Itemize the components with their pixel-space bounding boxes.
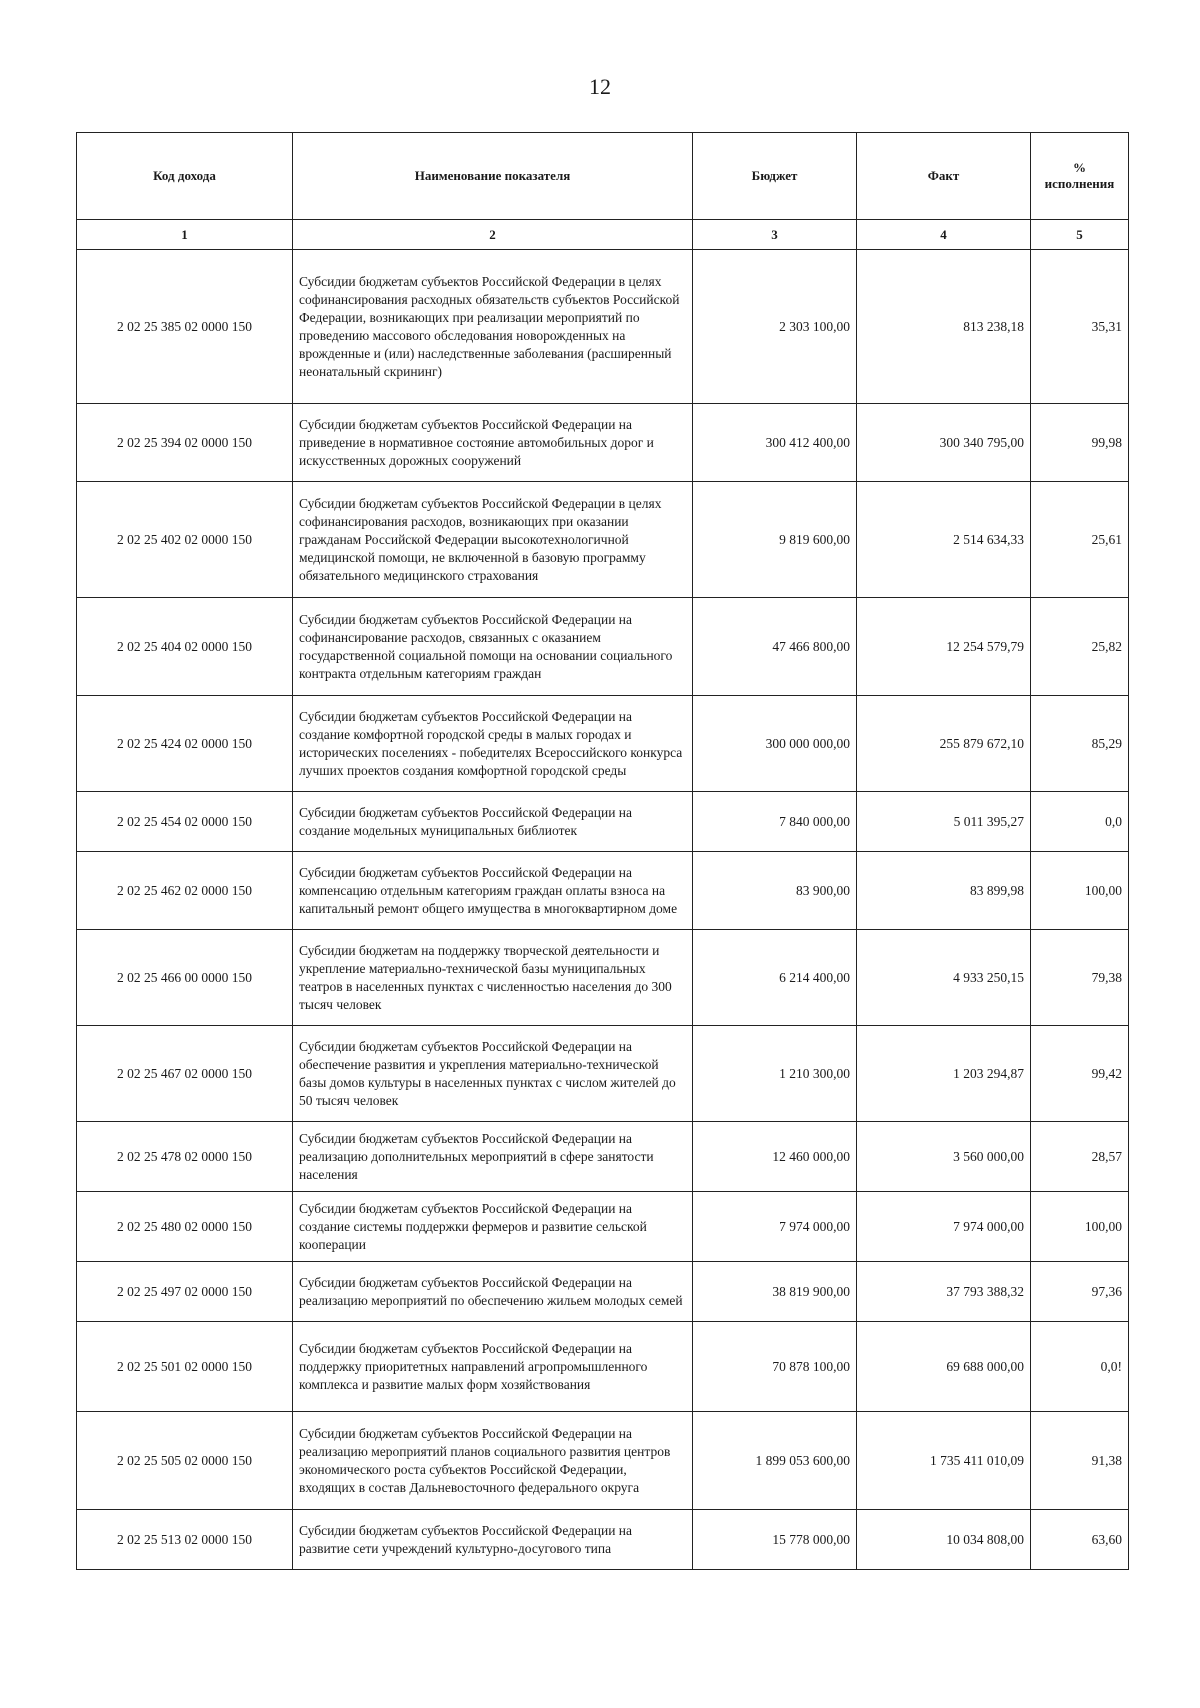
table-row (77, 1026, 1129, 1122)
percent-value: 85,29 (1031, 696, 1129, 792)
indicator-name: Субсидии бюджетам субъектов Российской Федерации на приведение в нормативное состояние автомобильных дорог и искусственных дорожных сооружений (293, 404, 693, 482)
column-number: 3 (693, 220, 857, 250)
header-fact: Факт (857, 133, 1031, 220)
fact-value: 3 560 000,00 (857, 1122, 1031, 1192)
column-number: 2 (293, 220, 693, 250)
income-code: 2 02 25 478 02 0000 150 (77, 1122, 293, 1192)
column-number: 1 (77, 220, 293, 250)
fact-value: 7 974 000,00 (857, 1192, 1031, 1262)
fact-value: 83 899,98 (857, 852, 1031, 930)
page-number: 12 (589, 74, 611, 99)
percent-value: 97,36 (1031, 1262, 1129, 1322)
budget-value: 9 819 600,00 (693, 482, 857, 598)
income-code: 2 02 25 466 00 0000 150 (77, 930, 293, 1026)
fact-value: 4 933 250,15 (857, 930, 1031, 1026)
indicator-name: Субсидии бюджетам субъектов Российской Федерации на обеспечение развития и укрепления материально-технической базы домов культуры в населенных пунктах с числом жителей до 50 тысяч человек (293, 1026, 693, 1122)
income-code: 2 02 25 501 02 0000 150 (77, 1322, 293, 1412)
percent-value: 79,38 (1031, 930, 1129, 1026)
fact-value: 1 203 294,87 (857, 1026, 1031, 1122)
indicator-name: Субсидии бюджетам субъектов Российской Федерации на создание модельных муниципальных библиотек (293, 792, 693, 852)
percent-value: 25,82 (1031, 598, 1129, 696)
percent-value: 99,98 (1031, 404, 1129, 482)
budget-value: 1 899 053 600,00 (693, 1412, 857, 1510)
percent-value: 28,57 (1031, 1122, 1129, 1192)
income-code: 2 02 25 424 02 0000 150 (77, 696, 293, 792)
table-row (77, 1192, 1129, 1262)
income-code: 2 02 25 505 02 0000 150 (77, 1412, 293, 1510)
income-code: 2 02 25 385 02 0000 150 (77, 250, 293, 404)
fact-value: 255 879 672,10 (857, 696, 1031, 792)
table-row (77, 696, 1129, 792)
income-code: 2 02 25 394 02 0000 150 (77, 404, 293, 482)
fact-value: 1 735 411 010,09 (857, 1412, 1031, 1510)
fact-value: 300 340 795,00 (857, 404, 1031, 482)
income-code: 2 02 25 404 02 0000 150 (77, 598, 293, 696)
fact-value: 813 238,18 (857, 250, 1031, 404)
table-row (77, 404, 1129, 482)
budget-value: 7 840 000,00 (693, 792, 857, 852)
table-row (77, 1510, 1129, 1570)
income-code: 2 02 25 402 02 0000 150 (77, 482, 293, 598)
column-number-row (77, 220, 1129, 250)
fact-value: 10 034 808,00 (857, 1510, 1031, 1570)
budget-value: 12 460 000,00 (693, 1122, 857, 1192)
table-row (77, 1122, 1129, 1192)
indicator-name: Субсидии бюджетам субъектов Российской Федерации в целях софинансирования расходов, возникающих при оказании гражданам Российской Федерации высокотехнологичной медицинской помощи, не включенной в базовую программу обязательного медицинского страхования (293, 482, 693, 598)
column-number: 5 (1031, 220, 1129, 250)
fact-value: 5 011 395,27 (857, 792, 1031, 852)
table-row (77, 250, 1129, 404)
percent-value: 0,0 (1031, 792, 1129, 852)
budget-value: 6 214 400,00 (693, 930, 857, 1026)
income-code: 2 02 25 467 02 0000 150 (77, 1026, 293, 1122)
income-code: 2 02 25 513 02 0000 150 (77, 1510, 293, 1570)
table-header-row (77, 133, 1129, 220)
income-code: 2 02 25 480 02 0000 150 (77, 1192, 293, 1262)
percent-value: 100,00 (1031, 852, 1129, 930)
revenue-table (76, 132, 1129, 1570)
percent-value: 0,0! (1031, 1322, 1129, 1412)
indicator-name: Субсидии бюджетам субъектов Российской Федерации в целях софинансирования расходных обязательств субъектов Российской Федерации, возникающих при реализации мероприятий по проведению массового обследования новорожденных на врожденные и (или) наследственные заболевания (расширенный неонатальный скрининг) (293, 250, 693, 404)
indicator-name: Субсидии бюджетам субъектов Российской Федерации на компенсацию отдельным категориям граждан оплаты взноса на капитальный ремонт общего имущества в многоквартирном доме (293, 852, 693, 930)
indicator-name: Субсидии бюджетам субъектов Российской Федерации на реализацию мероприятий по обеспечению жильем молодых семей (293, 1262, 693, 1322)
budget-value: 300 000 000,00 (693, 696, 857, 792)
table-row (77, 482, 1129, 598)
table-row (77, 852, 1129, 930)
header-percent: % исполнения (1031, 133, 1129, 220)
percent-value: 99,42 (1031, 1026, 1129, 1122)
indicator-name: Субсидии бюджетам субъектов Российской Федерации на реализацию дополнительных мероприятий в сфере занятости населения (293, 1122, 693, 1192)
budget-value: 83 900,00 (693, 852, 857, 930)
percent-value: 35,31 (1031, 250, 1129, 404)
table-row (77, 930, 1129, 1026)
budget-value: 70 878 100,00 (693, 1322, 857, 1412)
budget-value: 15 778 000,00 (693, 1510, 857, 1570)
budget-value: 2 303 100,00 (693, 250, 857, 404)
indicator-name: Субсидии бюджетам субъектов Российской Федерации на развитие сети учреждений культурно-досугового типа (293, 1510, 693, 1570)
budget-value: 38 819 900,00 (693, 1262, 857, 1322)
income-code: 2 02 25 462 02 0000 150 (77, 852, 293, 930)
indicator-name: Субсидии бюджетам субъектов Российской Федерации на поддержку приоритетных направлений агропромышленного комплекса и развитие малых форм хозяйствования (293, 1322, 693, 1412)
table-row (77, 1262, 1129, 1322)
income-code: 2 02 25 454 02 0000 150 (77, 792, 293, 852)
table-row (77, 792, 1129, 852)
percent-value: 91,38 (1031, 1412, 1129, 1510)
percent-value: 100,00 (1031, 1192, 1129, 1262)
budget-value: 7 974 000,00 (693, 1192, 857, 1262)
table-row (77, 598, 1129, 696)
budget-value: 300 412 400,00 (693, 404, 857, 482)
indicator-name: Субсидии бюджетам субъектов Российской Федерации на софинансирование расходов, связанных с оказанием государственной социальной помощи на основании социального контракта отдельным категориям граждан (293, 598, 693, 696)
budget-value: 47 466 800,00 (693, 598, 857, 696)
table-row (77, 1412, 1129, 1510)
table-row (77, 1322, 1129, 1412)
indicator-name: Субсидии бюджетам субъектов Российской Федерации на создание комфортной городской среды в малых городах и исторических поселениях - победителях Всероссийского конкурса лучших проектов создания комфортной городской среды (293, 696, 693, 792)
percent-value: 63,60 (1031, 1510, 1129, 1570)
income-code: 2 02 25 497 02 0000 150 (77, 1262, 293, 1322)
header-code: Код дохода (77, 133, 293, 220)
fact-value: 12 254 579,79 (857, 598, 1031, 696)
budget-value: 1 210 300,00 (693, 1026, 857, 1122)
fact-value: 2 514 634,33 (857, 482, 1031, 598)
fact-value: 37 793 388,32 (857, 1262, 1031, 1322)
column-number: 4 (857, 220, 1031, 250)
indicator-name: Субсидии бюджетам на поддержку творческой деятельности и укрепление материально-технической базы муниципальных театров в населенных пунктах с численностью населения до 300 тысяч человек (293, 930, 693, 1026)
indicator-name: Субсидии бюджетам субъектов Российской Федерации на реализацию мероприятий планов социального развития центров экономического роста субъектов Российской Федерации, входящих в состав Дальневосточного федерального округа (293, 1412, 693, 1510)
percent-value: 25,61 (1031, 482, 1129, 598)
fact-value: 69 688 000,00 (857, 1322, 1031, 1412)
header-budget: Бюджет (693, 133, 857, 220)
indicator-name: Субсидии бюджетам субъектов Российской Федерации на создание системы поддержки фермеров и развитие сельской кооперации (293, 1192, 693, 1262)
header-name: Наименование показателя (293, 133, 693, 220)
